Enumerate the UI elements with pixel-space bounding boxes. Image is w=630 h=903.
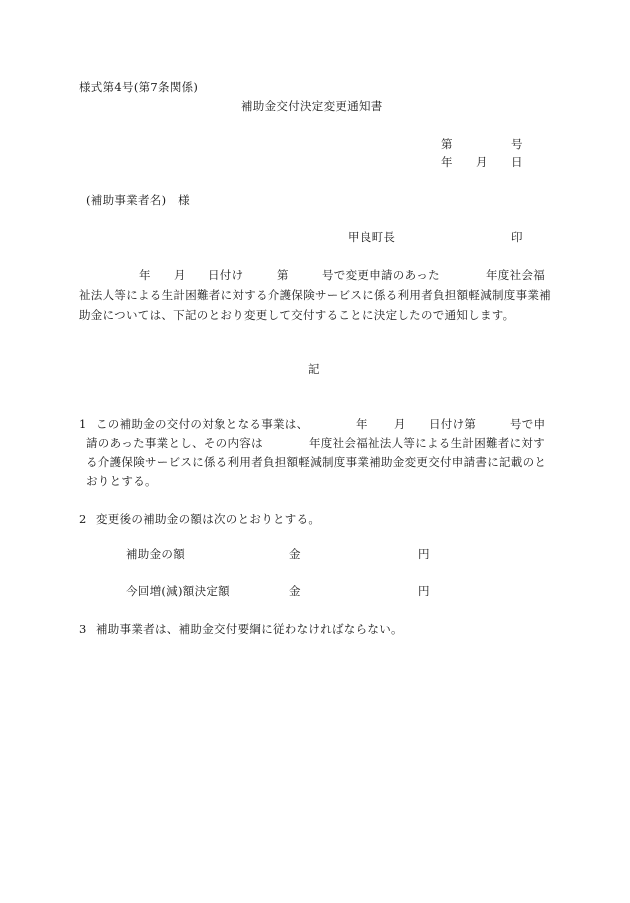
issuer-name: 甲良町長 — [348, 230, 396, 244]
intro-gatsu: 月 — [174, 268, 186, 282]
doc-number-go: 号 — [511, 137, 523, 151]
item3-number: 3 — [79, 622, 87, 636]
item1-line-4: おりとする。 — [86, 474, 157, 488]
item1-nen: 年 — [356, 417, 368, 431]
item1-gatsu: 月 — [394, 417, 406, 431]
intro-dai: 第 — [277, 268, 289, 282]
item1-line-1a: この補助金の交付の対象となる事業は、 — [96, 417, 309, 431]
intro-line-3: 助金については、下記のとおり変更して交付することに決定したので通知します。 — [79, 308, 515, 322]
change-amount-en: 円 — [418, 584, 430, 598]
date-gatsu: 月 — [476, 155, 488, 169]
amount-en: 円 — [418, 547, 430, 561]
intro-fiscal-year: 年度社会福 — [486, 268, 545, 282]
document-title: 補助金交付決定変更通知書 — [241, 99, 383, 113]
amount-kin: 金 — [289, 547, 301, 561]
item1-number: 1 — [79, 417, 87, 431]
addressee: (補助事業者名) 様 — [86, 193, 190, 207]
item1-line-2b: 年度社会福祉法人等による生計困難者に対す — [309, 436, 545, 450]
intro-line-2: 祉法人等による生計困難者に対する介護保険サービスに係る利用者負担額軽減制度事業補 — [79, 288, 551, 302]
ki-heading: 記 — [308, 362, 320, 376]
date-nichi: 日 — [511, 155, 523, 169]
date-nen: 年 — [441, 155, 453, 169]
item2-number: 2 — [79, 512, 87, 526]
item1-line-3: る介護保険サービスに係る利用者負担額軽減制度事業補助金変更交付申請書に記載のと — [86, 455, 547, 469]
item1-line-2a: 請のあった事業とし、その内容は — [86, 436, 263, 450]
item1-dated: 日付け第 — [429, 417, 477, 431]
form-label: 様式第4号(第7条関係) — [79, 80, 199, 94]
change-amount-label: 今回増(減)額決定額 — [126, 584, 230, 598]
change-amount-kin: 金 — [289, 584, 301, 598]
amount-label: 補助金の額 — [126, 547, 185, 561]
intro-go-text: 号で変更申請のあった — [322, 268, 440, 282]
item1-go: 号で申 — [510, 417, 546, 431]
intro-dated: 日付け — [208, 268, 244, 282]
item2-text: 変更後の補助金の額は次のとおりとする。 — [96, 512, 321, 526]
doc-number-dai: 第 — [441, 137, 453, 151]
seal-mark: 印 — [511, 230, 523, 244]
intro-nen: 年 — [139, 268, 151, 282]
item3-text: 補助事業者は、補助金交付要綱に従わなければならない。 — [96, 622, 403, 636]
